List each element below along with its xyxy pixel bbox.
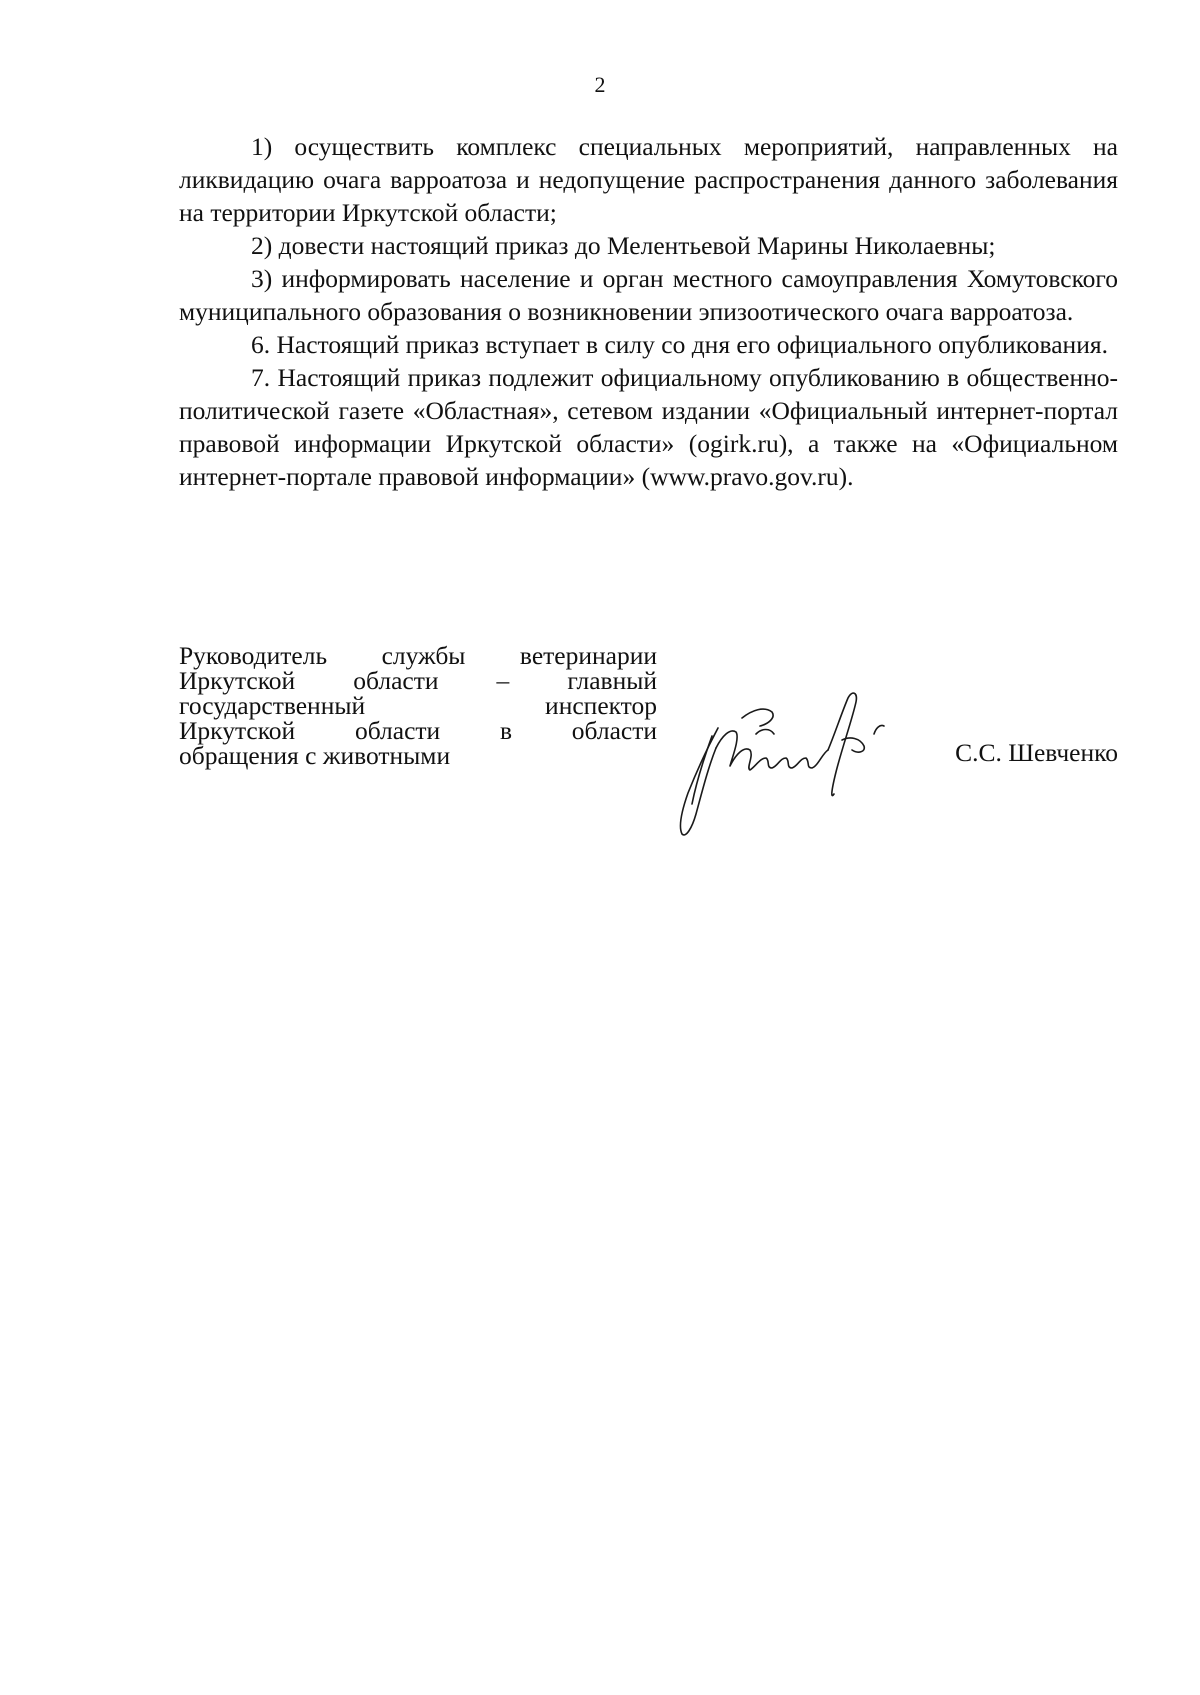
position-line: государственный инспектор bbox=[179, 691, 657, 720]
paragraph-item-7: 7. Настоящий приказ подлежит официальному опубликованию в общественно-политической газете «Областная», сетевом издании «Официальный интернет-портал правовой информации Иркутской области» (ogirk.ru), а также на «Официальном интернет-портале правовой информации» (www.pravo.gov.ru). bbox=[179, 363, 1118, 491]
handwritten-signature bbox=[672, 688, 904, 838]
paragraph-item-3: 3) информировать население и орган местного самоуправления Хомутовского муниципального образования о возникновении эпизоотического очага варроатоза. bbox=[179, 264, 1118, 326]
paragraph-item-2: 2) довести настоящий приказ до Мелентьевой Марины Николаевны; bbox=[251, 231, 996, 260]
paragraph-item-6: 6. Настоящий приказ вступает в силу со дня его официального опубликования. bbox=[251, 330, 1108, 359]
paragraph-item-1: 1) осуществить комплекс специальных мероприятий, направленных на ликвидацию очага варроатоза и недопущение распространения данного заболевания на территории Иркутской области; bbox=[179, 132, 1118, 227]
position-line: обращения с животными bbox=[179, 741, 451, 770]
position-line: Иркутской области в области bbox=[179, 716, 657, 745]
position-line: Руководитель службы ветеринарии bbox=[179, 641, 657, 670]
signatory-position bbox=[179, 643, 657, 768]
position-line: Иркутской области – главный bbox=[179, 666, 657, 695]
page-number: 2 bbox=[594, 72, 606, 97]
signer-name: С.С. Шевченко bbox=[955, 738, 1118, 767]
document-body bbox=[179, 130, 1118, 493]
